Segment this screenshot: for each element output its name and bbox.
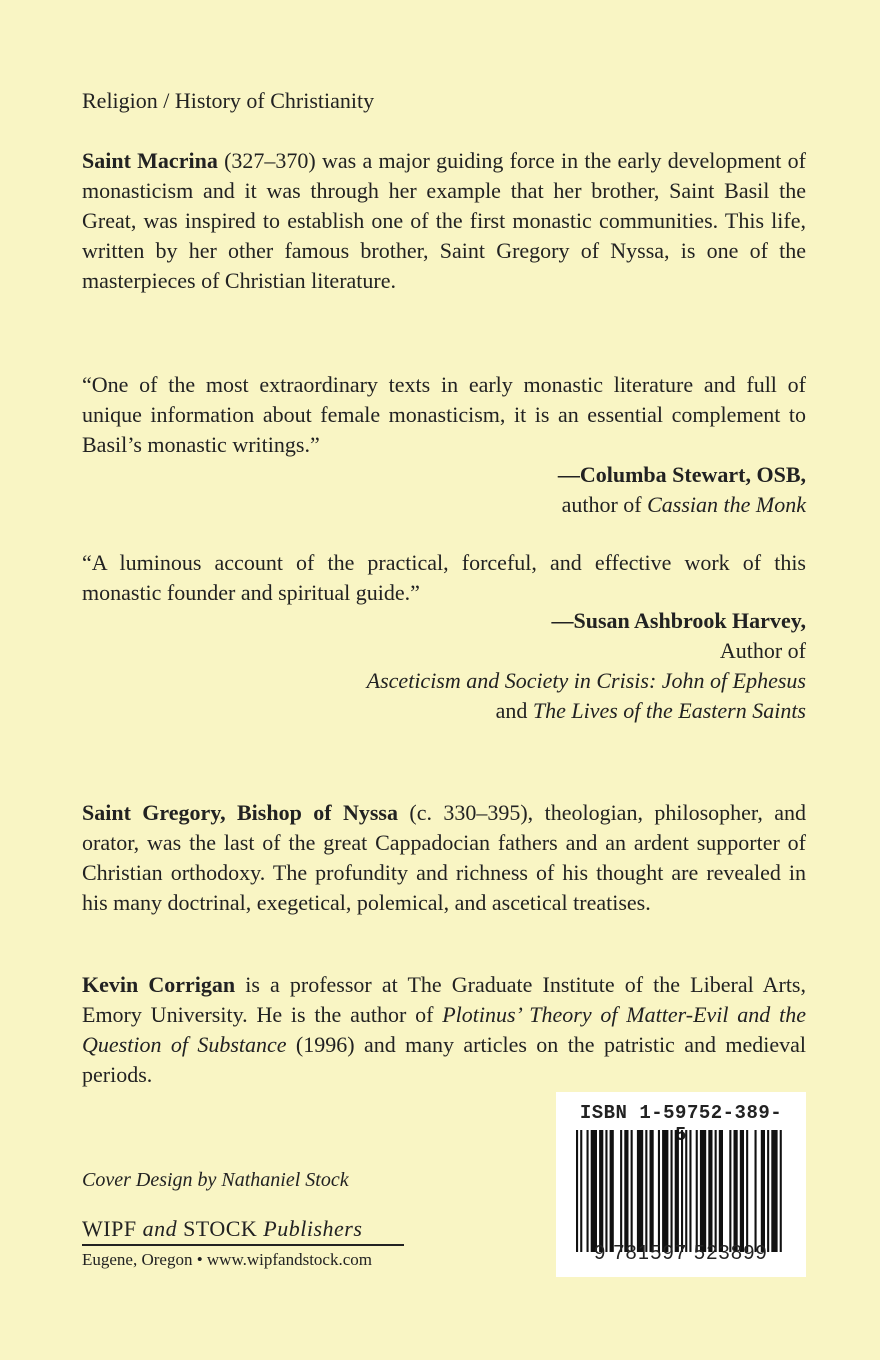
isbn-label: ISBN 1-59752-389- xyxy=(579,1102,783,1124)
endorser-name-1: —Columba Stewart, OSB, xyxy=(557,462,806,487)
translator-bio: Kevin Corrigan is a professor at The Graduate Institute of the Liberal Arts, Emory University. He is the author of Plotinus’ Theory of Matter-Evil and the Question of Substance (1996) and many articles on the patristic and medieval periods. xyxy=(82,972,807,1087)
publisher-address: Eugene, Oregon • www.wipfandstock.com xyxy=(82,1250,372,1269)
barcode-bar xyxy=(631,1130,633,1252)
barcode-bar xyxy=(708,1130,712,1252)
barcode-bar xyxy=(637,1130,643,1252)
barcode-bar xyxy=(620,1130,622,1252)
barcode-bar xyxy=(685,1130,687,1252)
barcode-bar xyxy=(780,1130,782,1252)
barcode-bar xyxy=(605,1130,607,1252)
category-label: Religion / History of Christianity xyxy=(82,88,375,113)
barcode-bar xyxy=(767,1130,769,1252)
barcode-bar xyxy=(658,1130,660,1252)
barcode-bar xyxy=(719,1130,723,1252)
barcode-bar xyxy=(599,1130,603,1252)
barcode-bar xyxy=(580,1130,582,1252)
endorsement-quote-2: “A luminous account of the practical, forceful, and effective work of this monastic founder and spiritual guide.” xyxy=(82,550,806,605)
barcode-bar xyxy=(696,1130,698,1252)
barcode-bar xyxy=(591,1130,597,1252)
isbn-barcode xyxy=(556,1092,806,1277)
barcode-bar xyxy=(650,1130,654,1252)
barcode-bar xyxy=(740,1130,744,1252)
endorser-credit-2-line3: and The Lives of the Eastern Saints xyxy=(495,698,806,723)
macrina-name: Saint Macrina xyxy=(82,148,218,173)
endorsement-quote-1: “One of the most extraordinary texts in early monastic literature and full of unique information about female monasticism, it is an essential complement to Basil’s monastic writings.” xyxy=(82,372,806,457)
barcode-bar xyxy=(746,1130,748,1252)
barcode-bar xyxy=(689,1130,691,1252)
gregory-text: (c. 330–395), theologian, philosopher, and orator, was the last of the great Cappadocian fathers and an ardent supporter of Christian orthodoxy. The profundity and richness of his thought are revealed in his many doctrinal, exegetical, polemical, and ascetical treatises. xyxy=(82,800,807,915)
translator-name: Kevin Corrigan xyxy=(82,972,236,997)
barcode-bar xyxy=(761,1130,765,1252)
translator-book-title: Plotinus’ Theory of Matter-Evil and the Question of Substance xyxy=(82,1002,806,1057)
barcode-bar xyxy=(587,1130,589,1252)
cover-design-credit: Cover Design by Nathaniel Stock xyxy=(82,1169,349,1191)
endorser-name-2: —Susan Ashbrook Harvey, xyxy=(551,608,806,633)
endorser-credit-2-line1: Author of xyxy=(719,638,806,663)
barcode-bar xyxy=(624,1130,628,1252)
gregory-name: Saint Gregory, Bishop of Nyssa xyxy=(82,800,398,825)
barcode-bar xyxy=(715,1130,717,1252)
barcode-bar xyxy=(734,1130,738,1252)
barcode-bar xyxy=(729,1130,731,1252)
barcode-bar xyxy=(755,1130,757,1252)
barcode-bar xyxy=(681,1130,683,1252)
barcode-bar xyxy=(610,1130,614,1252)
endorsement-attribution-2 xyxy=(367,606,806,726)
macrina-text: (327–370) was a major guiding force in the early development of monasticism and it was through her example that her brother, Saint Basil the Great, was inspired to establish one of the first monastic communities. This life, written by her other famous brother, Saint Gregory of Nyssa, is one of the masterpieces of Christian literature. xyxy=(82,148,806,293)
endorser-credit-2-line2: Asceticism and Society in Crisis: John of Ephesus xyxy=(366,668,806,693)
gregory-bio xyxy=(82,798,806,918)
endorsement-attribution-1 xyxy=(558,460,806,520)
barcode-bar xyxy=(662,1130,668,1252)
barcode-bar xyxy=(675,1130,679,1252)
barcode-bar xyxy=(771,1130,777,1252)
endorser-credit-1: author of Cassian the Monk xyxy=(561,492,806,517)
ean-number: 9 781597 523899 xyxy=(594,1242,768,1264)
publisher-divider xyxy=(82,1244,404,1246)
barcode-bars xyxy=(576,1130,786,1252)
macrina-description xyxy=(82,146,806,296)
barcode-bar xyxy=(700,1130,706,1252)
barcode-bar xyxy=(671,1130,673,1252)
barcode-bar xyxy=(645,1130,647,1252)
publisher-name: WIPF and STOCK Publishers xyxy=(82,1216,363,1241)
barcode-bar xyxy=(576,1130,578,1252)
